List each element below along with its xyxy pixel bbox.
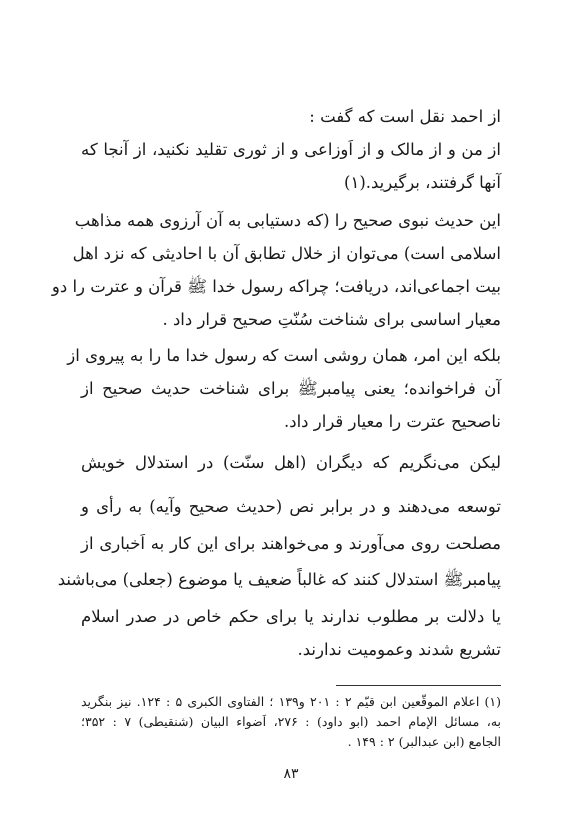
body-line: از من و از مالک و از اَوزاعی و از ثوری تقلید نکنید، از آنجا که (81, 140, 501, 159)
body-line: معیار اساسی برای شناخت سُنّتِ صحیح قرار داد . (162, 310, 501, 329)
body-line: مصلحت روی می‌آورند و می‌خواهند برای این کار به اَخباری از (81, 534, 501, 553)
body-line: لیکن می‌نگریم که دیگران (اهل سنّت) در استدلال خویش (81, 453, 501, 472)
body-line: تشریع شدند وعمومیت ندارند. (297, 640, 501, 659)
body-line: توسعه می‌دهند و در برابر نص (حدیث صحیح وآیه) به رأی و (81, 497, 501, 516)
footnote-line: الجامع (ابن عبدالبر) ۲ : ۱۴۹ . (347, 734, 501, 749)
body-line: آن فراخوانده؛ یعنی پیامبرﷺ برای شناخت حدیث صحیح از (81, 379, 501, 398)
body-line: از احمد نقل است که گفت : (309, 107, 501, 126)
footnote-line: به، مسائل الإمام احمد (ابو داود) : ۲۷۶، اَضواء البیان (شنقیطی) ۷ : ۳۵۲؛ (81, 714, 502, 729)
body-line: این حدیث نبوی صحیح را (که دستیابی به آن آرزوی همه مذاهب (74, 211, 501, 230)
body-line: پیامبرﷺ استدلال کنند که غالباً ضعیف یا موضوع (جعلی) می‌باشند (57, 570, 501, 589)
body-line: یا دلالت بر مطلوب ندارند یا برای حکم خاص در صدر اسلام (81, 607, 501, 626)
footnote-line: (۱) اعلام الموقّعین ابن قیّم ۲ : ۲۰۱ و۱۳۹ ؛ الفتاوی الکبری ۵ : ۱۲۴. نیز بنگرید (81, 694, 501, 709)
body-line: اسلامی است) می‌توان از خلال تطابق آن با احادیثی که نزد اهل (72, 244, 501, 263)
body-line: آنها گرفتند، برگیرید.(۱) (344, 173, 501, 192)
page-number: ۸۳ (283, 766, 299, 782)
body-line: بلکه این امر، همان روشی است که رسول خدا ما را به پیروی از (67, 346, 501, 365)
body-line: بیت اجماعی‌اند، دریافت؛ چراکه رسول خدا ﷺ قرآن و عترت را دو (51, 277, 501, 296)
body-line: ناصحیح عترت را معیار قرار داد. (284, 412, 501, 431)
footnote-separator (336, 685, 501, 686)
